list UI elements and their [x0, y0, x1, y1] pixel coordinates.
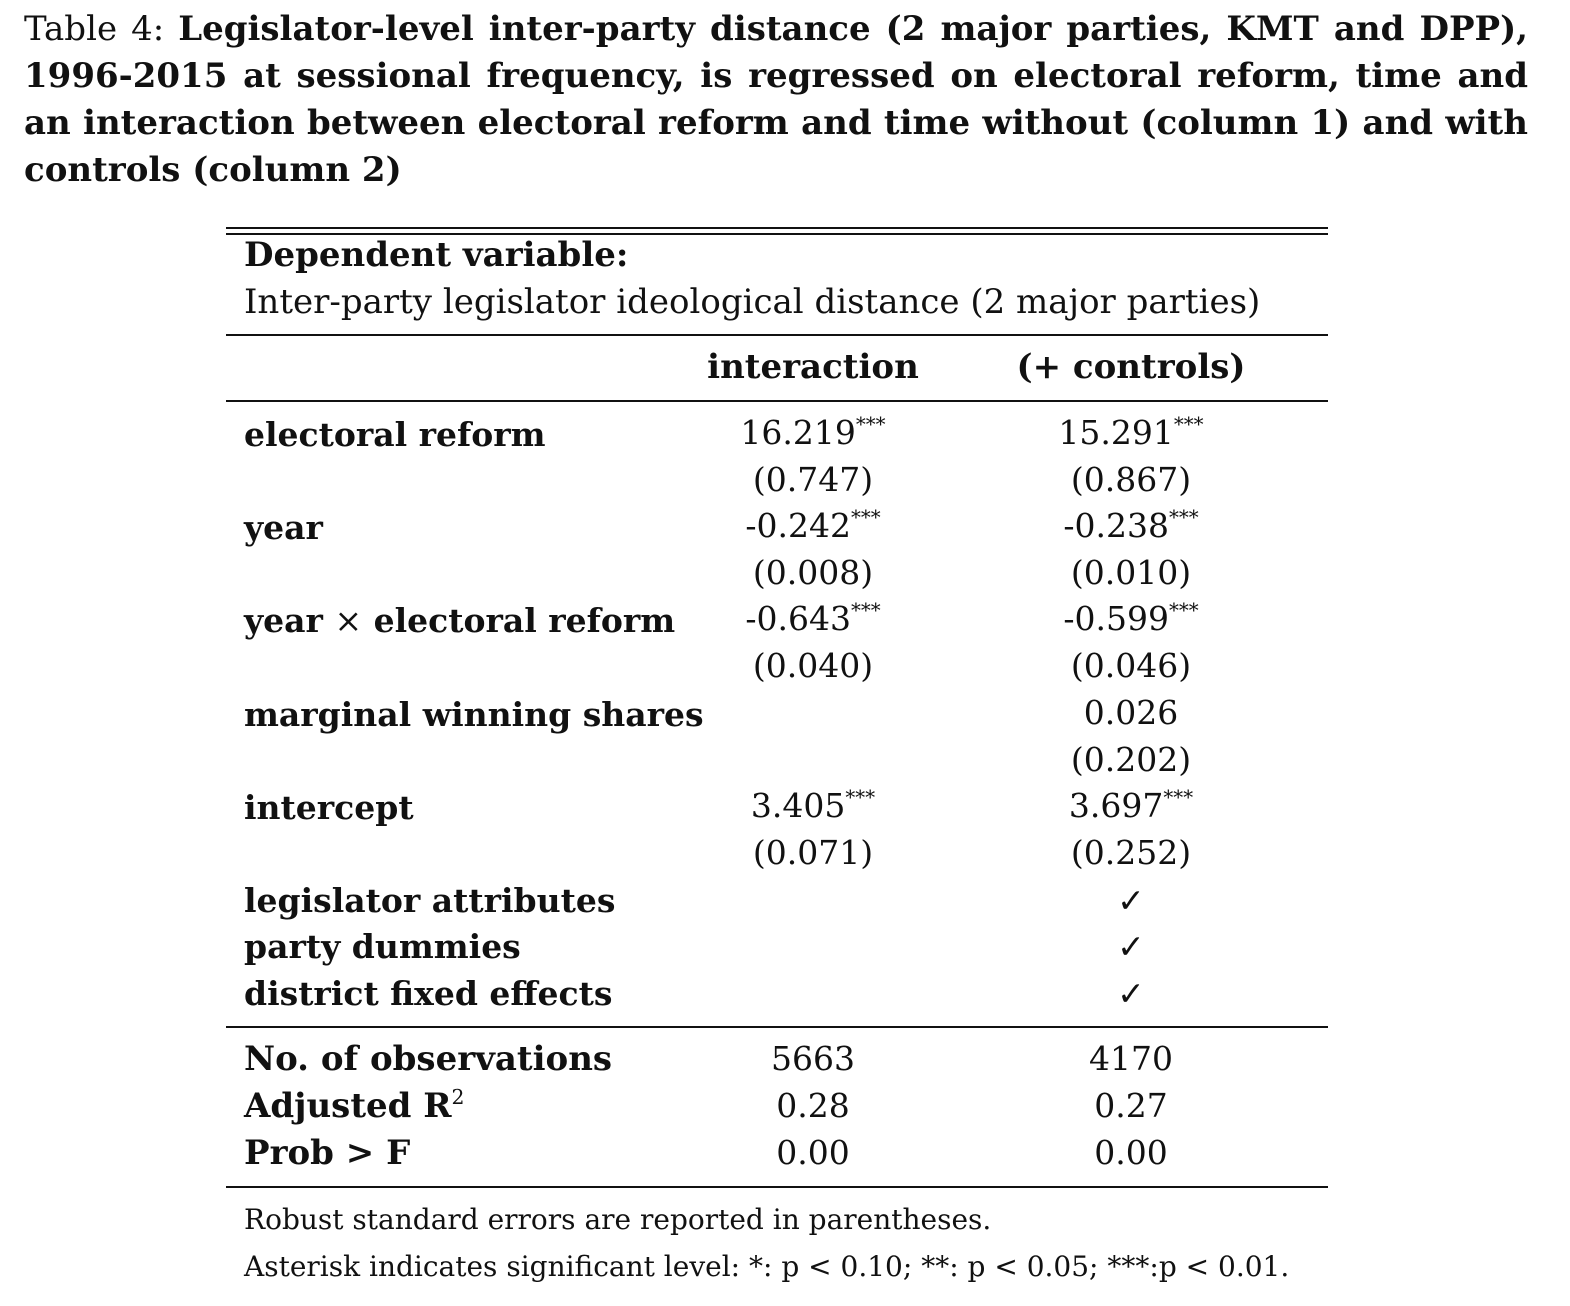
- row-label-year: year: [244, 508, 323, 547]
- note-standard-errors: Robust standard errors are reported in parentheses.: [244, 1203, 992, 1236]
- row-label-marginal-winning-shares: marginal winning shares: [244, 695, 704, 734]
- row-label-electoral-reform: electoral reform: [244, 415, 546, 454]
- row-label-intercept: intercept: [244, 788, 414, 827]
- row-label-legislator-attributes: legislator attributes: [244, 881, 616, 920]
- table-caption: [24, 6, 1528, 194]
- row-label-year-x-electoral-reform: year × electoral reform: [244, 601, 676, 640]
- se-year-c2: (0.010): [1070, 553, 1192, 592]
- adjusted-r2-c2: 0.27: [1094, 1086, 1168, 1125]
- observations-c2: 4170: [1089, 1039, 1173, 1078]
- column-header-rule: [226, 400, 1328, 402]
- se-interaction-c2: (0.046): [1070, 646, 1192, 685]
- coef-electoral-reform-c1: 16.219***: [740, 413, 886, 452]
- coef-interaction-c1: -0.643***: [745, 599, 881, 638]
- se-marginal-winning-shares-c2: (0.202): [1070, 740, 1192, 779]
- check-party-dummies: ✓: [1117, 927, 1145, 966]
- caption-text: Legislator-level inter-party distance (2 major parties, KMT and DPP), 1996-2015 at sessional frequency, is regressed on electoral reform, time and an interaction between electoral reform and time without (column 1) and with controls (column 2): [24, 9, 1528, 190]
- coef-marginal-winning-shares-c2: 0.026: [1083, 693, 1179, 732]
- coef-intercept-c2: 3.697***: [1068, 786, 1194, 825]
- row-label-adjusted-r2: Adjusted $R^2$: [244, 1084, 465, 1126]
- observations-c1: 5663: [771, 1039, 855, 1078]
- header-rule: [226, 334, 1328, 336]
- se-electoral-reform-c2: (0.867): [1070, 460, 1192, 499]
- row-label-prob-f: Prob > F: [244, 1133, 411, 1173]
- caption-label: Table 4:: [24, 9, 165, 49]
- adjusted-r2-c1: 0.28: [776, 1086, 850, 1125]
- se-intercept-c2: (0.252): [1070, 833, 1192, 872]
- dependent-variable-description: Inter-party legislator ideological distance (2 major parties): [244, 282, 1261, 322]
- stats-rule: [226, 1026, 1328, 1028]
- coef-intercept-c1: 3.405***: [750, 786, 876, 825]
- se-year-c1: (0.008): [752, 553, 874, 592]
- row-label-observations: No. of observations: [244, 1039, 613, 1079]
- top-rule-1: [226, 227, 1328, 229]
- dependent-variable-label: Dependent variable:: [244, 235, 629, 275]
- se-intercept-c1: (0.071): [752, 833, 874, 872]
- coef-electoral-reform-c2: 15.291***: [1058, 413, 1204, 452]
- row-label-party-dummies: party dummies: [244, 927, 521, 966]
- se-interaction-c1: (0.040): [752, 646, 874, 685]
- note-significance: Asterisk indicates significant level: *: p < 0.10; **: p < 0.05; ***:p < 0.01.: [244, 1250, 1290, 1283]
- column-header-controls: (+ controls): [1016, 347, 1246, 387]
- bottom-rule: [226, 1186, 1328, 1188]
- prob-f-c1: 0.00: [776, 1133, 850, 1172]
- coef-year-c2: -0.238***: [1063, 506, 1199, 545]
- column-header-interaction: interaction: [707, 347, 919, 387]
- coef-interaction-c2: -0.599***: [1063, 599, 1199, 638]
- check-district-fixed-effects: ✓: [1117, 974, 1145, 1013]
- row-label-district-fixed-effects: district fixed effects: [244, 974, 613, 1013]
- prob-f-c2: 0.00: [1094, 1133, 1168, 1172]
- coef-year-c1: -0.242***: [745, 506, 881, 545]
- se-electoral-reform-c1: (0.747): [752, 460, 874, 499]
- check-legislator-attributes: ✓: [1117, 881, 1145, 920]
